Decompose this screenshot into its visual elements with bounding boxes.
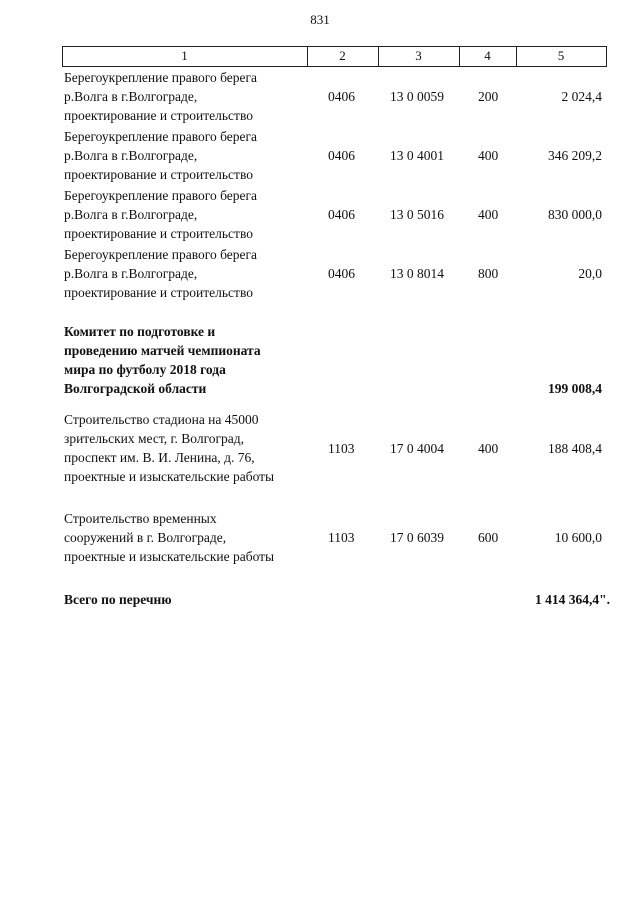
header-col-2: 2 xyxy=(339,48,346,63)
table-header-bottom-border xyxy=(62,66,607,67)
row-target-article: 17 0 6039 xyxy=(390,530,444,545)
row-expense-type: 400 xyxy=(478,207,499,222)
committee-title: Комитет по подготовке и проведению матчей чемпионата мира по футболу 2018 года Волгоградской области xyxy=(64,324,261,396)
row-amount: 830 000,0 xyxy=(548,207,602,222)
row-description: Берегоукрепление правого берега р.Волга в г.Волгограде, проектирование и строительство xyxy=(64,129,258,182)
row-amount: 10 600,0 xyxy=(554,530,602,545)
row-description: Берегоукрепление правого берега р.Волга в г.Волгограде, проектирование и строительство xyxy=(64,247,258,300)
row-section: 0406 xyxy=(328,266,355,281)
row-amount: 346 209,2 xyxy=(548,148,602,163)
row-description: Строительство временных сооружений в г. Волгограде, проектные и изыскательские работы xyxy=(64,511,275,564)
grand-total-amount: 1 414 364,4". xyxy=(535,592,610,607)
row-target-article: 17 0 4004 xyxy=(390,441,444,456)
row-section: 1103 xyxy=(328,441,355,456)
row-expense-type: 200 xyxy=(478,89,499,104)
row-section: 0406 xyxy=(328,148,355,163)
header-col-4: 4 xyxy=(484,48,491,63)
row-description: Берегоукрепление правого берега р.Волга в г.Волгограде, проектирование и строительство xyxy=(64,70,258,123)
row-target-article: 13 0 0059 xyxy=(390,89,444,104)
row-target-article: 13 0 8014 xyxy=(390,266,444,281)
row-target-article: 13 0 5016 xyxy=(390,207,444,222)
row-amount: 188 408,4 xyxy=(548,441,602,456)
row-target-article: 13 0 4001 xyxy=(390,148,444,163)
row-section: 0406 xyxy=(328,207,355,222)
header-col-3: 3 xyxy=(415,48,422,63)
row-section: 1103 xyxy=(328,530,355,545)
committee-total: 199 008,4 xyxy=(548,381,602,396)
row-expense-type: 400 xyxy=(478,441,499,456)
row-expense-type: 800 xyxy=(478,266,499,281)
row-expense-type: 600 xyxy=(478,530,499,545)
grand-total-label: Всего по перечню xyxy=(64,592,172,607)
row-section: 0406 xyxy=(328,89,355,104)
row-amount: 20,0 xyxy=(578,266,602,281)
row-expense-type: 400 xyxy=(478,148,499,163)
row-amount: 2 024,4 xyxy=(561,89,602,104)
row-description: Берегоукрепление правого берега р.Волга в г.Волгограде, проектирование и строительство xyxy=(64,188,258,241)
page-number: 831 xyxy=(310,12,330,27)
header-col-5: 5 xyxy=(557,48,565,63)
header-col-1: 1 xyxy=(181,48,188,63)
col-divider xyxy=(606,46,607,66)
row-description: Строительство стадиона на 45000 зрительских мест, г. Волгоград, проспект им. В. И. Ленина, д. 76, проектные и изыскательские работы xyxy=(64,412,275,484)
